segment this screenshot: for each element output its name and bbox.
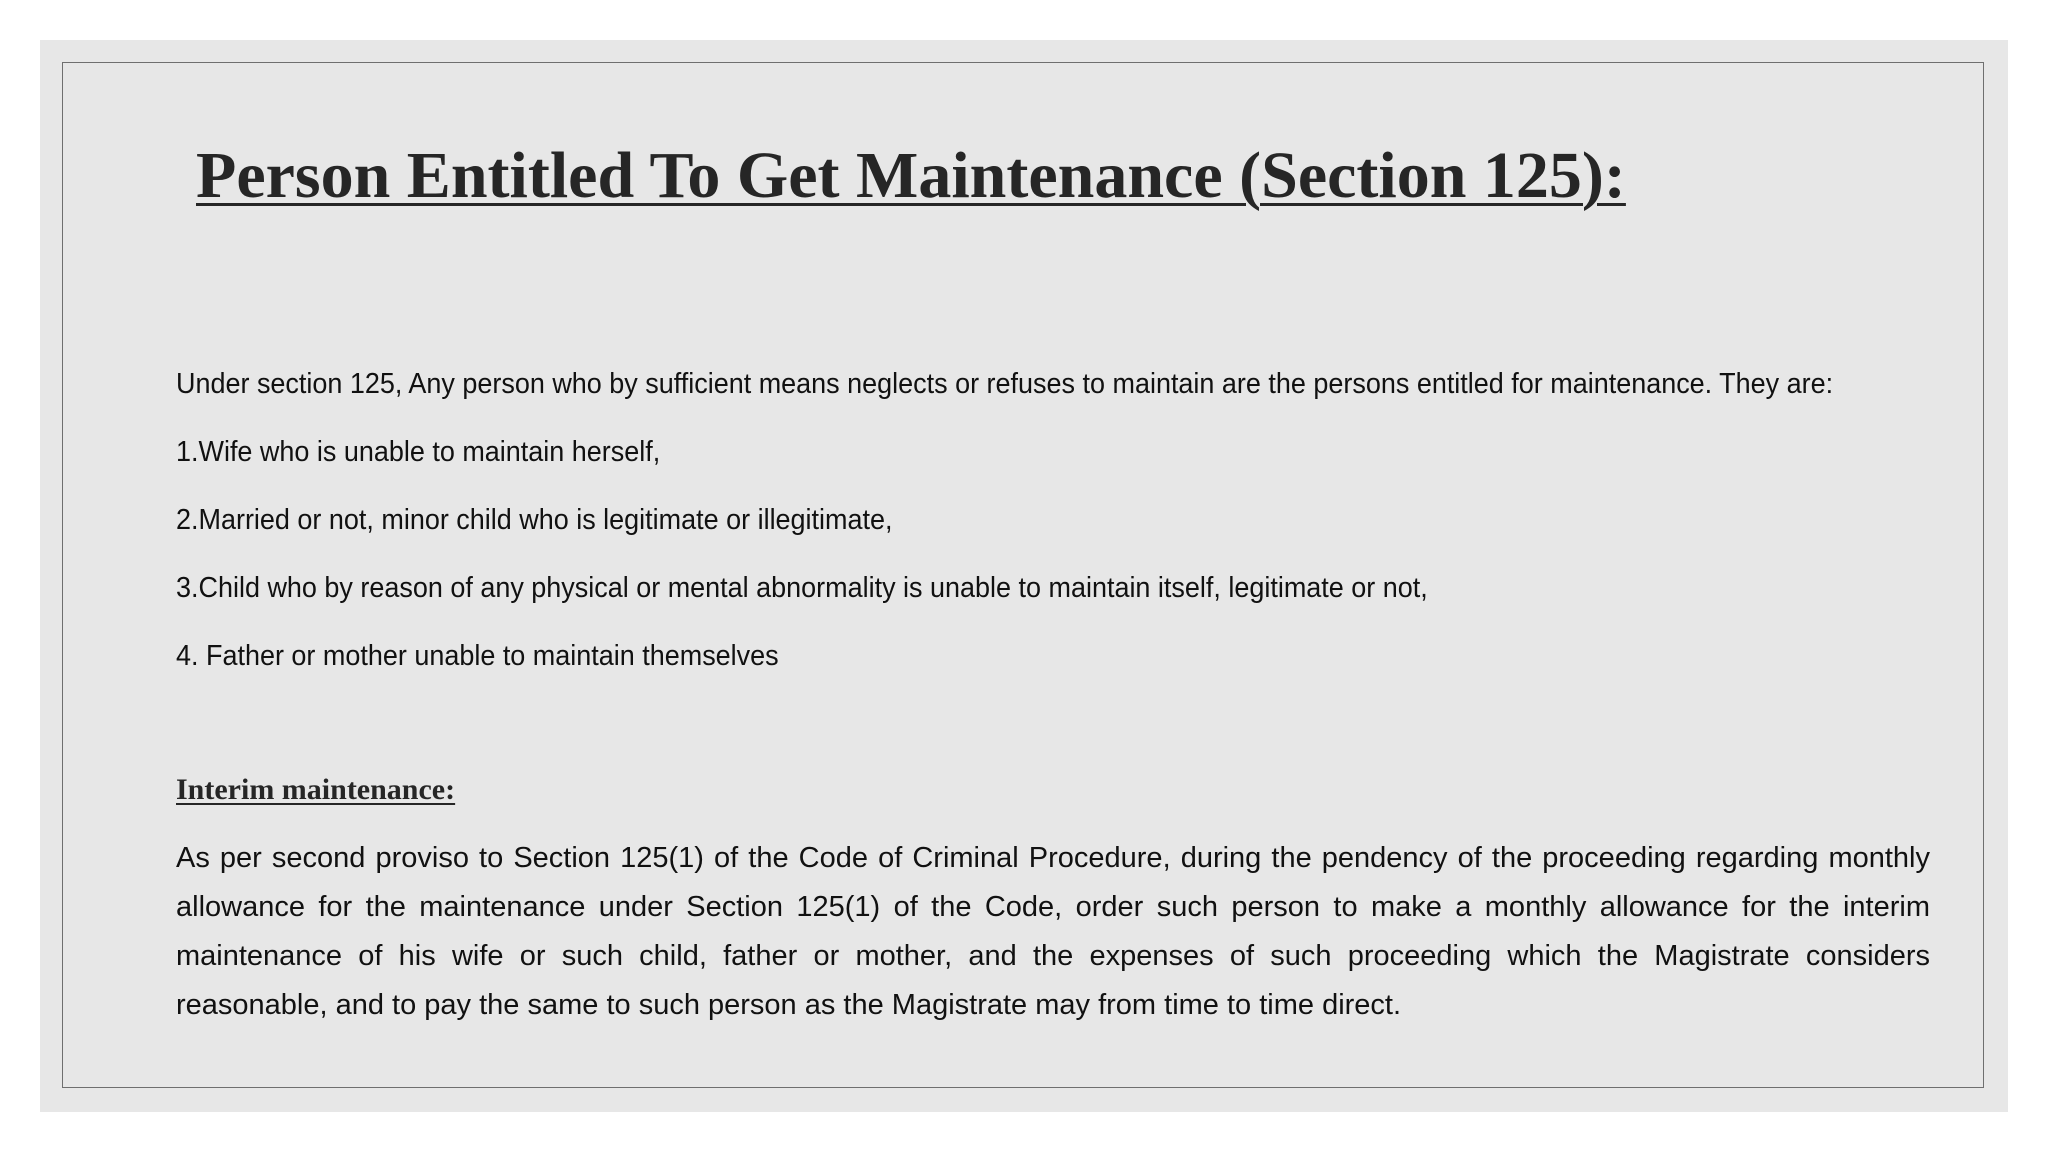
- interim-maintenance-paragraph: As per second proviso to Section 125(1) of the Code of Criminal Procedure, during the pendency of the proceeding regarding monthly allowance for the maintenance under Section 125(1) of the Code, order such person to make a monthly allowance for the interim maintenance of his wife or such child, father or mother, and the expenses of such proceeding which the Magistrate considers reasonable, and to pay the same to such person as the Magistrate may from time to time direct.: [176, 842, 1930, 1021]
- slide: [40, 40, 2008, 1112]
- slide-title: Person Entitled To Get Maintenance (Section 125):: [196, 139, 1626, 212]
- list-item-disabled-child: 3.Child who by reason of any physical or mental abnormality is unable to maintain itself, legitimate or not,: [176, 572, 1428, 604]
- list-item-minor-child: 2.Married or not, minor child who is legitimate or illegitimate,: [176, 504, 893, 536]
- interim-maintenance-heading: Interim maintenance:: [176, 773, 456, 806]
- list-item-parents: 4. Father or mother unable to maintain themselves: [176, 640, 779, 672]
- intro-text: Under section 125, Any person who by sufficient means neglects or refuses to maintain are the persons entitled for maintenance. They are:: [176, 368, 1834, 400]
- list-item-wife: 1.Wife who is unable to maintain herself,: [176, 436, 661, 468]
- entitled-persons-section: [176, 360, 1834, 680]
